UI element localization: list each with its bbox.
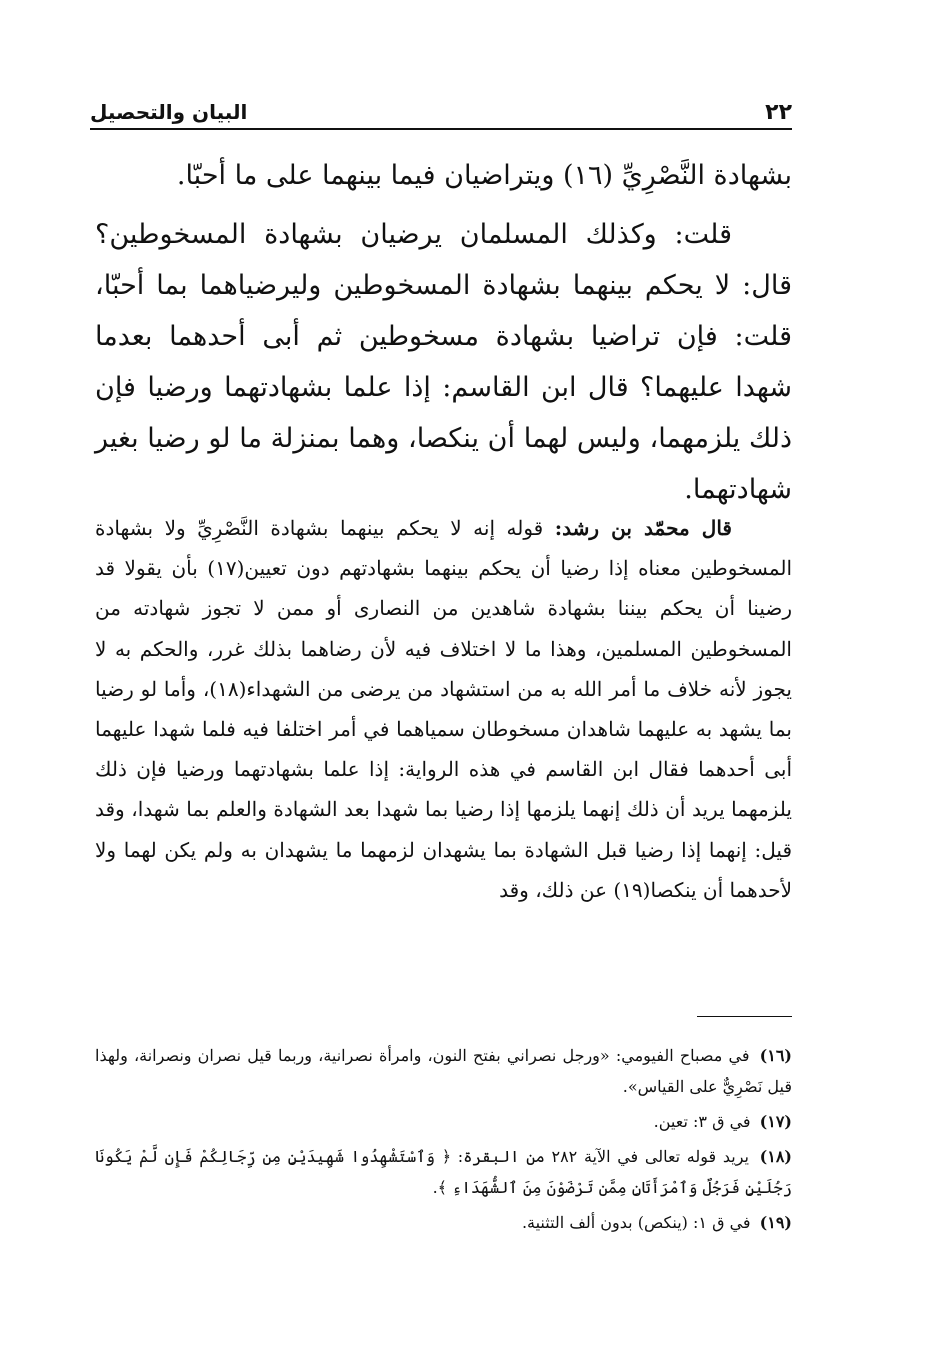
commentary-body: قوله إنه لا يحكم بينهما بشهادة النَّصْرِيِّ ولا بشهادة المسخوطين معناه إذا رضيا أن يحكم بينهما بشهادتهم دون تعيين(١٧) بأن يقولا قد رضينا أن يحكم بيننا بشهادة شاهدين من النصارى أو ممن لا تجوز شهادته من المسخوطين المسلمين، وهذا ما لا اختلاف فيه لأن رضاهما بذلك غرر، والحكم به لا يجوز لأنه خلاف ما أمر الله به من استشهاد من يرضى من الشهداء(١٨)، وأما لو رضيا بما يشهد به عليهما شاهدان مسخوطان سمياهما في أمر اختلفا فيه فلما شهدا عليهما أبى أحدهما فقال ابن القاسم في هذه الرواية: إذا علما بشهادتهما ورضيا فإن ذلك يلزمهما يريد أن ذلك إنهما يلزمها إذا رضيا بما شهدا بعد الشهادة والعلم بما شهدا، وقد قيل: إنهما إذا رضيا قبل الشهادة بما يشهدان لزمهما ما يشهدان به ولم يكن لهما ولا لأحدهما أن ينكصا(١٩) عن ذلك، وقد xyxy=(95,516,792,902)
footnote-separator xyxy=(697,1016,792,1017)
footnote-text: يريد قوله تعالى في الآية ٢٨٢ من البقرة: ﴿ وَٱسْتَشْهِدُوا شَهِيدَيْنِ مِن رِّجَالِكُمْ فَإِن لَّمْ يَكُونَا رَجُلَيْنِ فَرَجُلٌ وَٱمْرَأَتَانِ مِمَّن تَرْضَوْنَ مِنَ ٱلشُّهَدَاءِ ﴾. xyxy=(95,1147,792,1197)
footnote-18 xyxy=(95,1141,792,1203)
commentary-paragraph xyxy=(95,508,792,910)
footnote-19 xyxy=(95,1207,792,1238)
footnote-label: (١٩) xyxy=(759,1213,792,1232)
footnote-17 xyxy=(95,1106,792,1137)
footnote-16 xyxy=(95,1040,792,1102)
paragraph-continuation: بشهادة النَّصْرِيِّ (١٦) ويتراضيان فيما بينهما على ما أحبّا. xyxy=(176,160,792,191)
footnote-text: في ق ٣: تعين. xyxy=(653,1112,751,1131)
book-title: البيان والتحصيل xyxy=(90,100,248,124)
footnote-label: (١٧) xyxy=(759,1112,792,1131)
running-header xyxy=(90,98,792,130)
footnotes xyxy=(95,1040,792,1242)
footnote-label: (١٨) xyxy=(759,1147,792,1166)
main-text xyxy=(95,150,792,523)
commentary-text xyxy=(95,508,792,910)
footnote-label: (١٦) xyxy=(759,1046,792,1065)
commentary-lead: قال محمّد بن رشد: xyxy=(554,516,732,540)
page-number: ٢٢ xyxy=(765,100,792,125)
paragraph-dialogue: قلت: وكذلك المسلمان يرضيان بشهادة المسخوطين؟ قال: لا يحكم بينهما بشهادة المسخوطين وليرضياهما بما أحبّا، قلت: فإن تراضيا بشهادة مسخوطين ثم أبى أحدهما بعدما شهدا عليهما؟ قال ابن القاسم: إذا علما بشهادتهما ورضيا فإن ذلك يلزمهما، وليس لهما أن ينكصا، وهما بمنزلة ما لو رضيا بغير شهادتهما. xyxy=(95,219,792,505)
footnote-text: في مصباح الفيومي: «ورجل نصراني بفتح النون، وامرأة نصرانية، وربما قيل نصران ونصرانة، ولهذا قيل نَصْرِيٌّ على القياس». xyxy=(95,1046,792,1096)
footnote-text: في ق ١: (ينكص) بدون ألف التثنية. xyxy=(521,1213,751,1232)
